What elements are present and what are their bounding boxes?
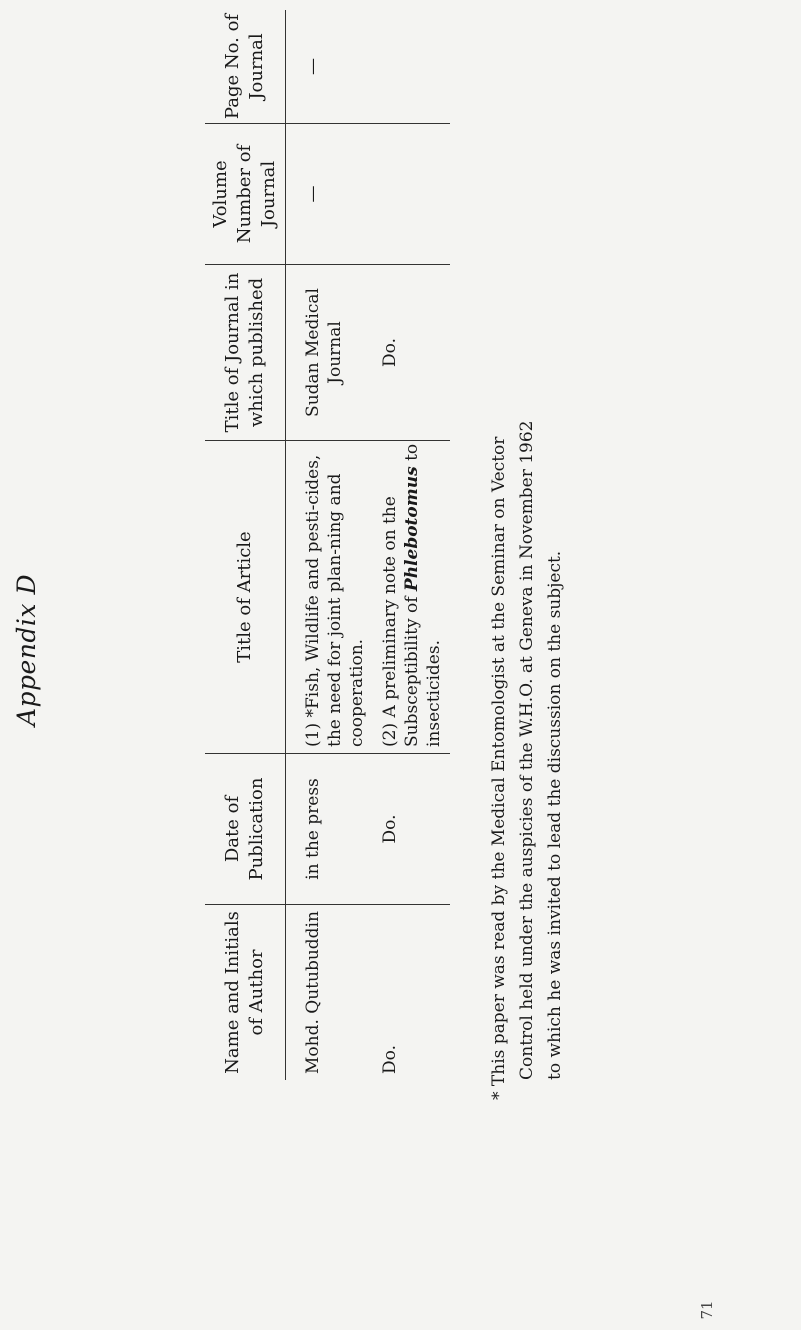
row-2-journal: Do. [380,338,400,367]
column-title [205,441,450,753]
header-date: Date of Publication [205,754,286,904]
header-volume: Volume Number of Journal [205,124,286,264]
row-1-title: (1) *Fish, Wildlife and pesti-cides, the need for joint plan-ning and cooperation. [303,454,367,747]
footnote-line-3: to which he was invited to lead the discussion on the subject. [545,550,565,1080]
row-1-journal: Sudan Medical Journal [303,288,345,417]
column-date [205,754,450,904]
header-title: Title of Article [205,441,286,753]
row-2-title [379,441,445,753]
column-divider [205,264,450,265]
column-divider [205,904,450,905]
row-1-volume: — [303,185,323,203]
column-journal [205,265,450,440]
row-1-date: in the press [303,778,323,880]
column-divider [205,440,450,441]
column-divider [205,753,450,754]
column-author [205,905,450,1080]
row-1-author: Mohd. Qutubuddin [303,911,323,1074]
header-author: Name and Initials of Author [205,905,286,1080]
row-2-title-suffix: to insecticides. [402,443,444,747]
header-journal: Title of Journal in which published [205,265,286,440]
footnote [485,200,569,1100]
column-divider [205,123,450,124]
column-page [205,10,450,123]
row-2-title-prefix: (2) A preliminary note on the Subsceptibility of [380,496,422,747]
footnote-line-1: * This paper was read by the Medical Entomologist at the Seminar on Vector [489,436,509,1100]
publications-table [205,10,450,1080]
row-2-author: Do. [380,1045,400,1074]
footnote-line-2: Control held under the auspicies of the W.H.O. at Geneva in November 1962 [517,420,537,1080]
header-page: Page No. of Journal [205,10,286,123]
row-2-title-taxon: Phlebotomus [402,466,422,592]
page-number: 71 [698,1300,716,1320]
row-1-page: — [303,58,323,75]
row-2-date: Do. [380,814,400,844]
column-volume [205,124,450,264]
appendix-title: Appendix D [12,573,41,727]
